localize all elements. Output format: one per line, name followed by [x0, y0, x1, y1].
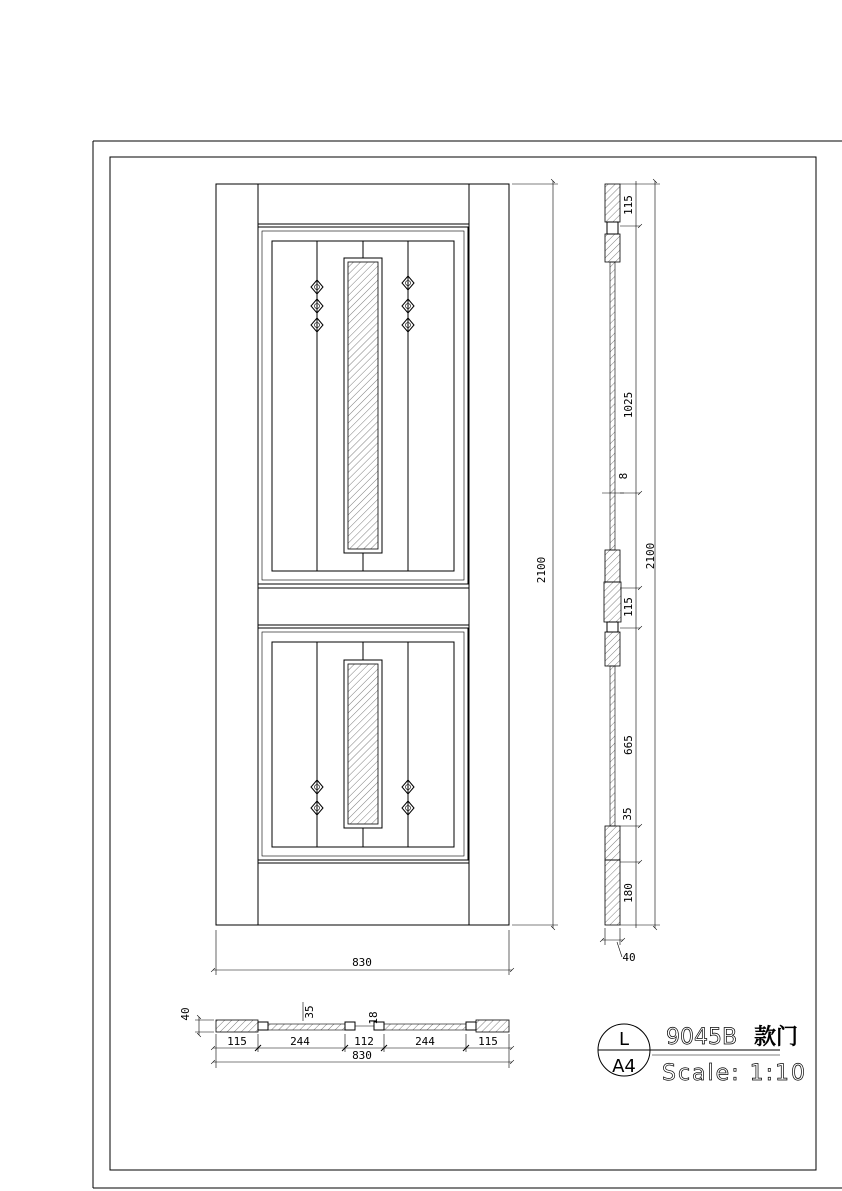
scale-label: Scale: 1:10: [662, 1061, 807, 1086]
side-dim-panel-thickness: 8: [617, 472, 630, 480]
section-seg-left-stile: 115: [227, 1035, 247, 1048]
upper-panel: [258, 227, 468, 584]
lower-glass: [348, 664, 378, 824]
door-front-view: [213, 181, 558, 975]
side-dim-lower-panel: 665: [622, 735, 635, 755]
model-code: 9045B: [666, 1025, 738, 1050]
upper-glass: [348, 262, 378, 549]
door-section-view: [179, 1002, 512, 1068]
model-suffix: 款门: [754, 1025, 799, 1050]
paper-size: A4: [612, 1056, 636, 1077]
door-side-view: [602, 181, 660, 964]
front-height-dimension: [512, 181, 558, 928]
side-dim-mid-rail: 115: [622, 597, 635, 617]
section-panel-depth-label: 35: [303, 1005, 316, 1019]
section-panel-thickness-label: 18: [367, 1011, 380, 1025]
section-total-label: 830: [352, 1049, 372, 1062]
sheet-letter: L: [618, 1029, 630, 1050]
side-dim-upper-panel: 1025: [622, 391, 635, 419]
front-width-label: 830: [352, 956, 372, 969]
side-dim-moulding: 35: [621, 807, 634, 821]
side-dim-top-rail: 115: [622, 195, 635, 215]
front-width-dimension: [213, 930, 512, 975]
lower-panel: [258, 628, 468, 860]
section-thickness-label: 40: [179, 1007, 192, 1021]
side-dim-total-height: 2100: [644, 542, 657, 570]
section-seg-right-panel: 244: [415, 1035, 435, 1048]
section-seg-left-panel: 244: [290, 1035, 310, 1048]
side-dim-bottom-rail: 180: [622, 883, 635, 903]
section-seg-center: 112: [354, 1035, 374, 1048]
section-seg-right-stile: 115: [478, 1035, 498, 1048]
front-height-label: 2100: [535, 556, 548, 584]
side-dim-thickness: 40: [622, 951, 636, 964]
title-block: [598, 1024, 807, 1086]
